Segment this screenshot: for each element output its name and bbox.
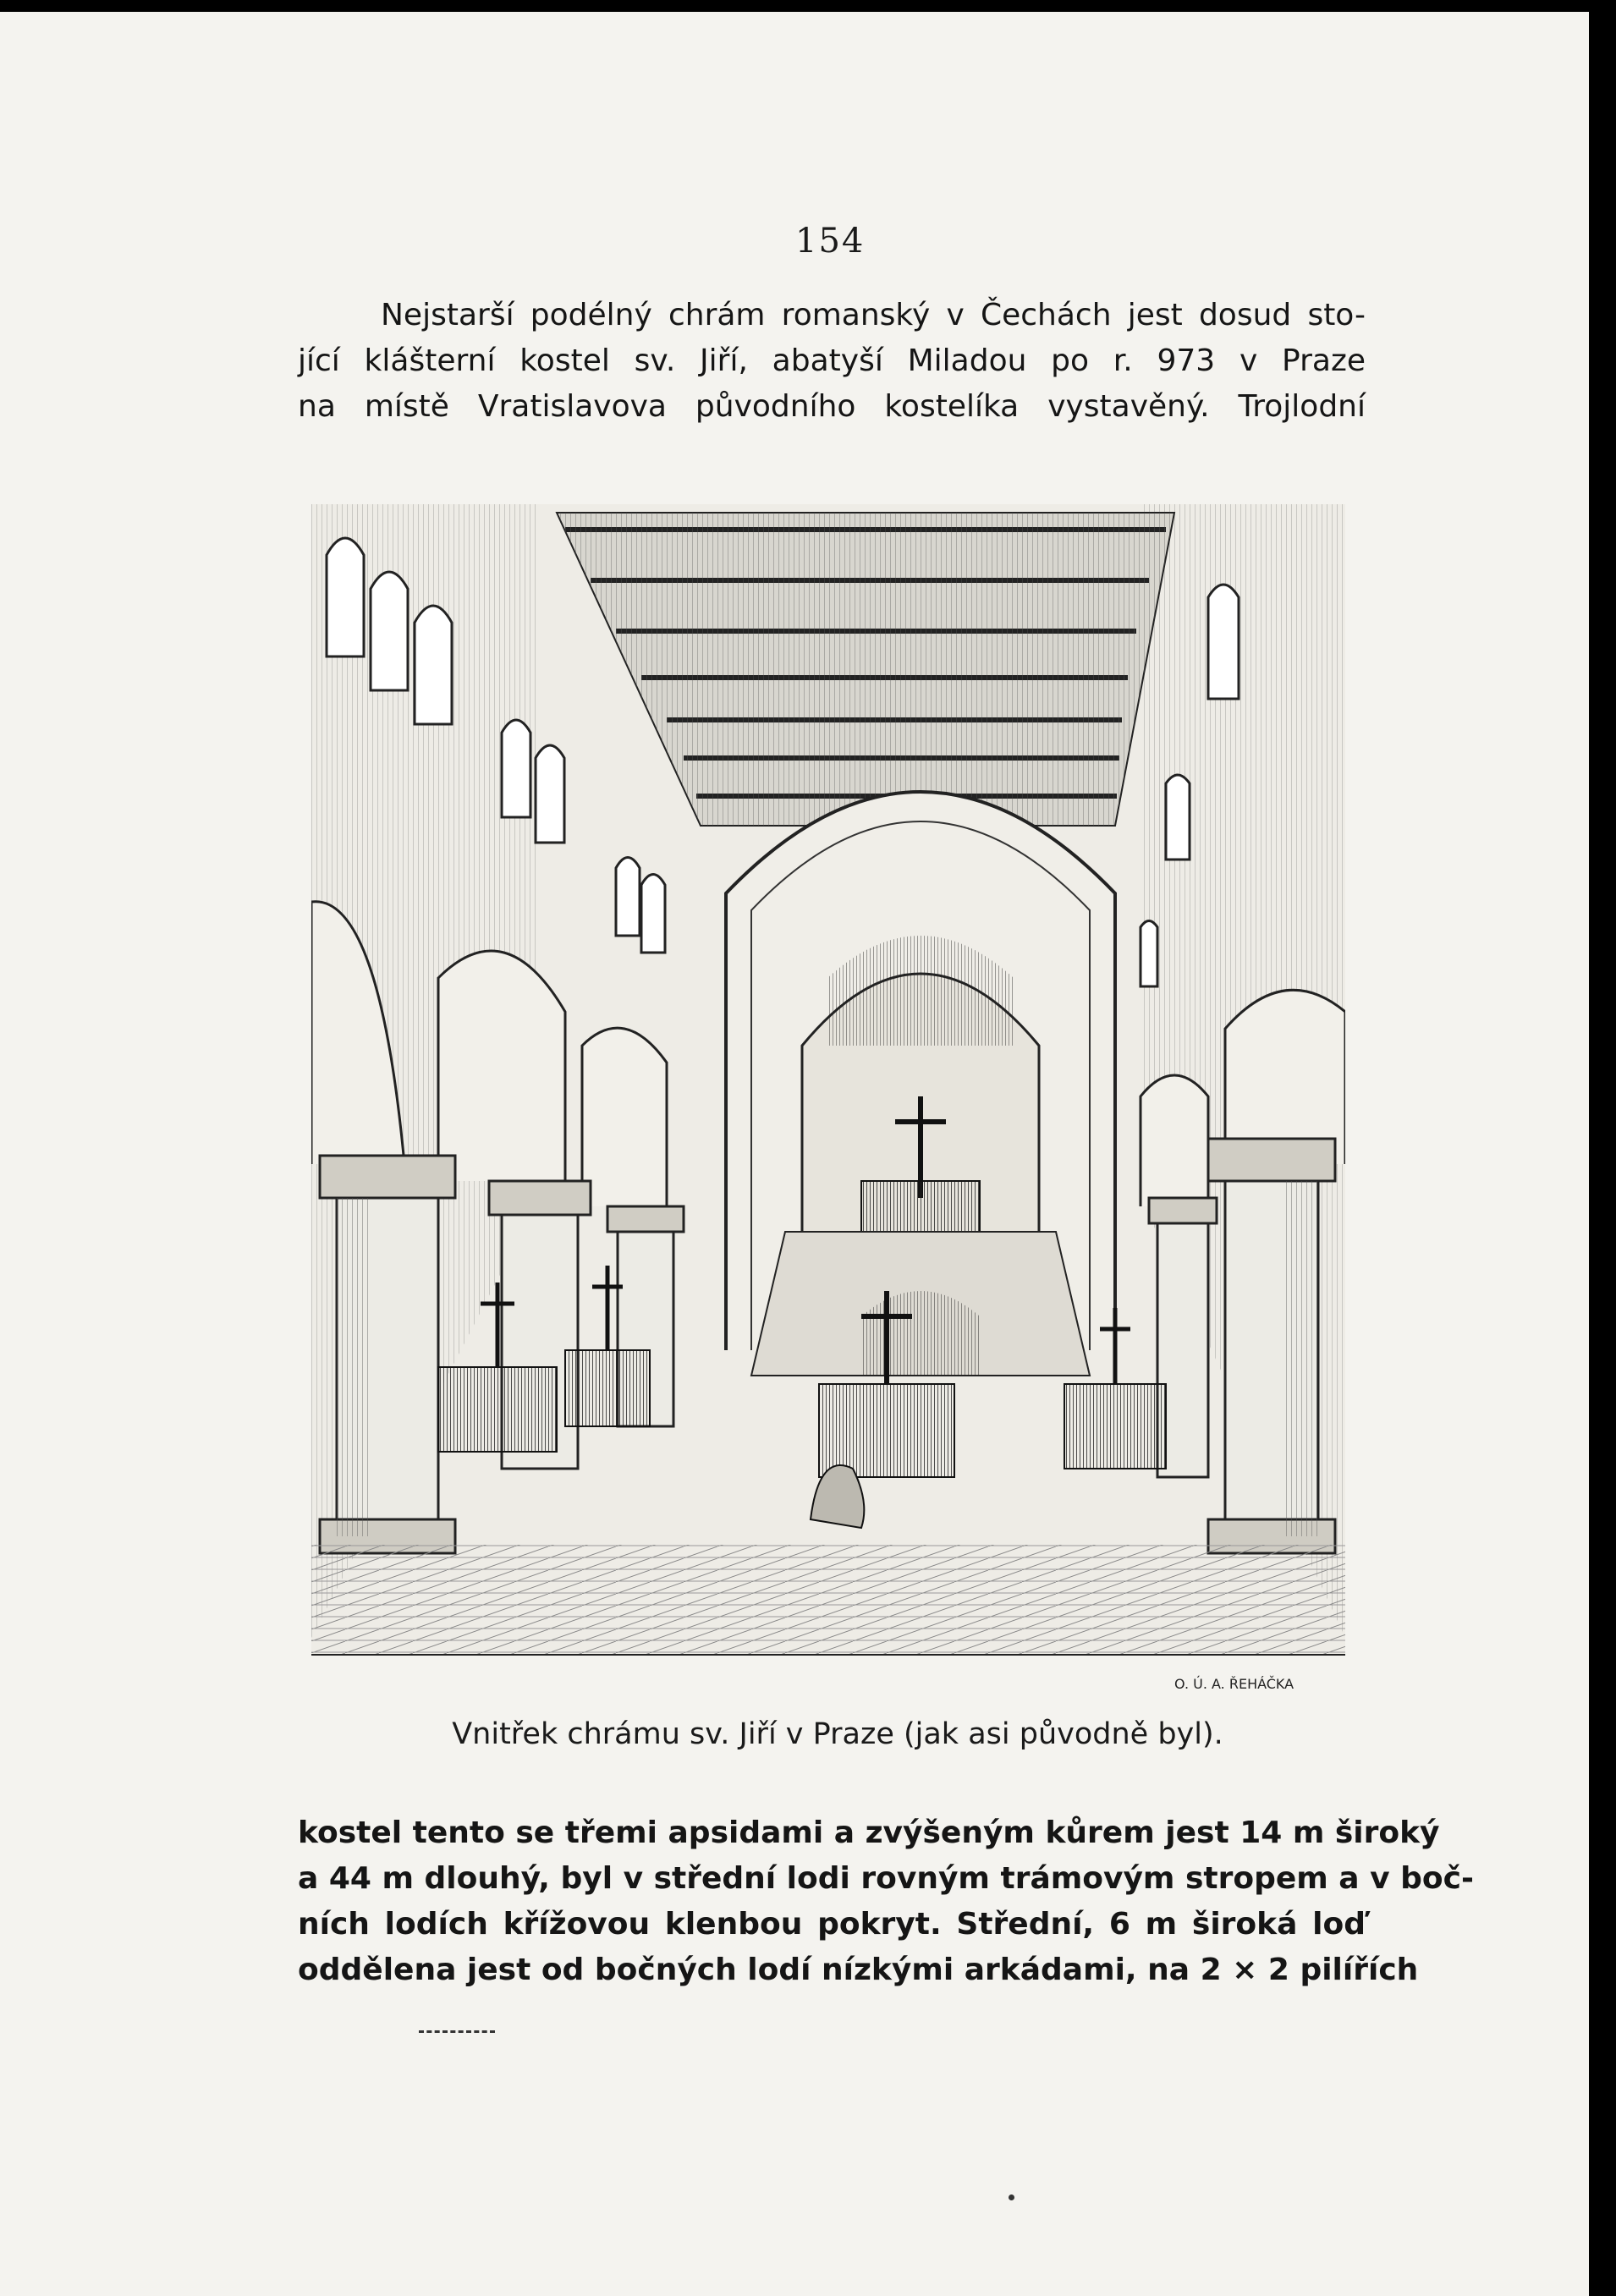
text-line: oddělena jest od bočných lodí nízkými arkádami, na 2 × 2 pilířích [298, 1953, 1419, 1987]
text-line: jící klášterní kostel sv. Jiří, abatyší Miladou po r. 973 v Praze [298, 343, 1366, 378]
ink-speck [1009, 2194, 1014, 2200]
ink-smudge [419, 2030, 495, 2038]
text-line: a 44 m dlouhý, byl v střední lodi rovným trámovým stropem a v boč- [298, 1861, 1474, 1896]
text-line: kostel tento se třemi apsidami a zvýšeným kůrem jest 14 m široký [298, 1815, 1440, 1850]
engraver-signature: O. Ú. A. ŘEHÁČKA [1174, 1676, 1294, 1692]
paragraph-top [298, 293, 1366, 430]
page-number: 154 [795, 222, 866, 261]
church-interior-engraving [311, 504, 1345, 1699]
text-line: Nejstarší podélný chrám romanský v Čechách jest dosud sto- [381, 298, 1366, 332]
paragraph-bottom [298, 1810, 1474, 1993]
figure-caption: Vnitřek chrámu sv. Jiří v Praze (jak asi původně byl). [452, 1717, 1223, 1751]
text-line: na místě Vratislavova původního kostelíka vystavěný. Trojlodní [298, 389, 1366, 424]
text-line: ních lodích křížovou klenbou pokryt. Střední, 6 m široká loď [298, 1907, 1366, 1942]
scan-border [1589, 0, 1616, 2296]
